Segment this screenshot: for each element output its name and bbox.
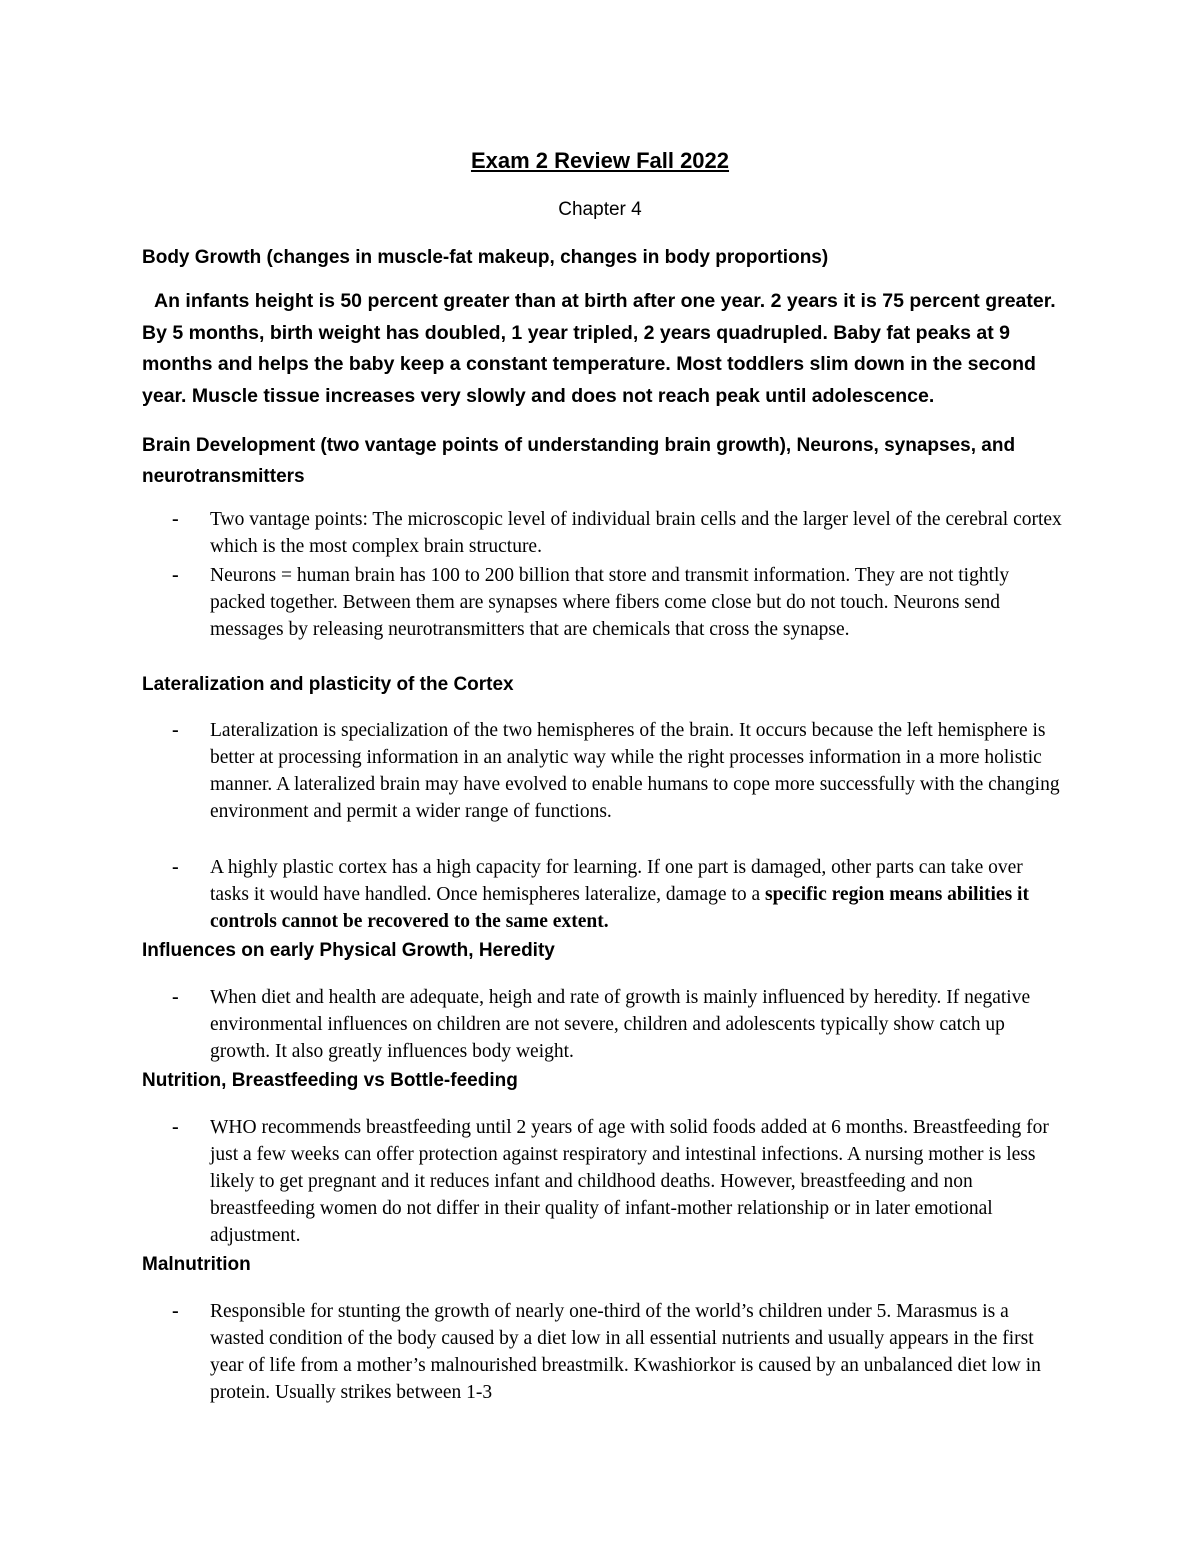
section-heading-lateralization: Lateralization and plasticity of the Cortex <box>142 674 514 695</box>
list-item-text: Lateralization is specialization of the two hemispheres of the brain. It occurs because the left hemisphere is better at processing information in an analytic way while the right processes information in a more holistic manner. A lateralized brain may have evolved to enable humans to cope more successfully with the changing environment and permit a wider range of functions. <box>210 720 1060 822</box>
bullet-marker: - <box>172 508 179 530</box>
bullet-marker: - <box>172 1300 179 1322</box>
section-heading-influences: Influences on early Physical Growth, Heredity <box>142 940 555 961</box>
list-item-text: WHO recommends breastfeeding until 2 years of age with solid foods added at 6 months. Breastfeeding for just a few weeks can offer protection against respiratory and intestinal infections. A nursing mother is less likely to get pregnant and it reduces infant and childhood deaths. However, breastfeeding and non breastfeeding women do not differ in their quality of infant-mother relationship or in later emotional adjustment. <box>210 1117 1049 1246</box>
list-item-text-regular: A highly plastic cortex has a high capacity for learning. If one part is damaged, other parts can take over tasks it would have handled. Once hemispheres lateralize, damage to a <box>210 857 1023 905</box>
bullet-marker: - <box>172 564 179 586</box>
bullet-marker: - <box>172 856 179 878</box>
section-paragraph-body-growth: An infants height is 50 percent greater than at birth after one year. 2 years it is 75 percent greater. By 5 months, birth weight has doubled, 1 year tripled, 2 years quadrupled. Baby fat peaks at 9 months and helps the baby keep a constant temperature. Most toddlers slim down in the second year. Muscle tissue increases very slowly and does not reach peak until adolescence. <box>142 290 1056 407</box>
list-item-text: Two vantage points: The microscopic level of individual brain cells and the larger level of the cerebral cortex which is the most complex brain structure. <box>210 509 1062 557</box>
section-heading-malnutrition: Malnutrition <box>142 1254 251 1275</box>
list-item-text-bold: specific region means abilities it controls cannot be recovered to the same extent. <box>210 884 1029 932</box>
document-title: Exam 2 Review Fall 2022 <box>470 148 730 173</box>
section-heading-nutrition: Nutrition, Breastfeeding vs Bottle-feeding <box>142 1070 518 1091</box>
bullet-marker: - <box>172 1116 179 1138</box>
list-item-text: Responsible for stunting the growth of nearly one-third of the world’s children under 5. Marasmus is a wasted condition of the body caused by a diet low in all essential nutrients and usually appears in the first year of life from a mother’s malnourished breastmilk. Kwashiorkor is caused by an unbalanced diet low in protein. Usually strikes between 1-3 <box>210 1301 1041 1403</box>
list-item-text <box>210 854 1062 935</box>
section-heading-brain-development: Brain Development (two vantage points of understanding brain growth), Neurons, synapses, and neurotransmitters <box>142 435 1016 487</box>
bullet-marker: - <box>172 719 179 741</box>
bullet-marker: - <box>172 986 179 1008</box>
section-heading-body-growth: Body Growth (changes in muscle-fat makeup, changes in body proportions) <box>142 247 829 268</box>
chapter-label: Chapter 4 <box>558 199 642 220</box>
list-item-text: Neurons = human brain has 100 to 200 billion that store and transmit information. They are not tightly packed together. Between them are synapses where fibers come close but do not touch. Neurons send messages by releasing neurotransmitters that are chemicals that cross the synapse. <box>210 565 1010 640</box>
list-item-text: When diet and health are adequate, heigh and rate of growth is mainly influenced by heredity. If negative environmental influences on children are not severe, children and adolescents typically show catch up growth. It also greatly influences body weight. <box>210 987 1031 1062</box>
